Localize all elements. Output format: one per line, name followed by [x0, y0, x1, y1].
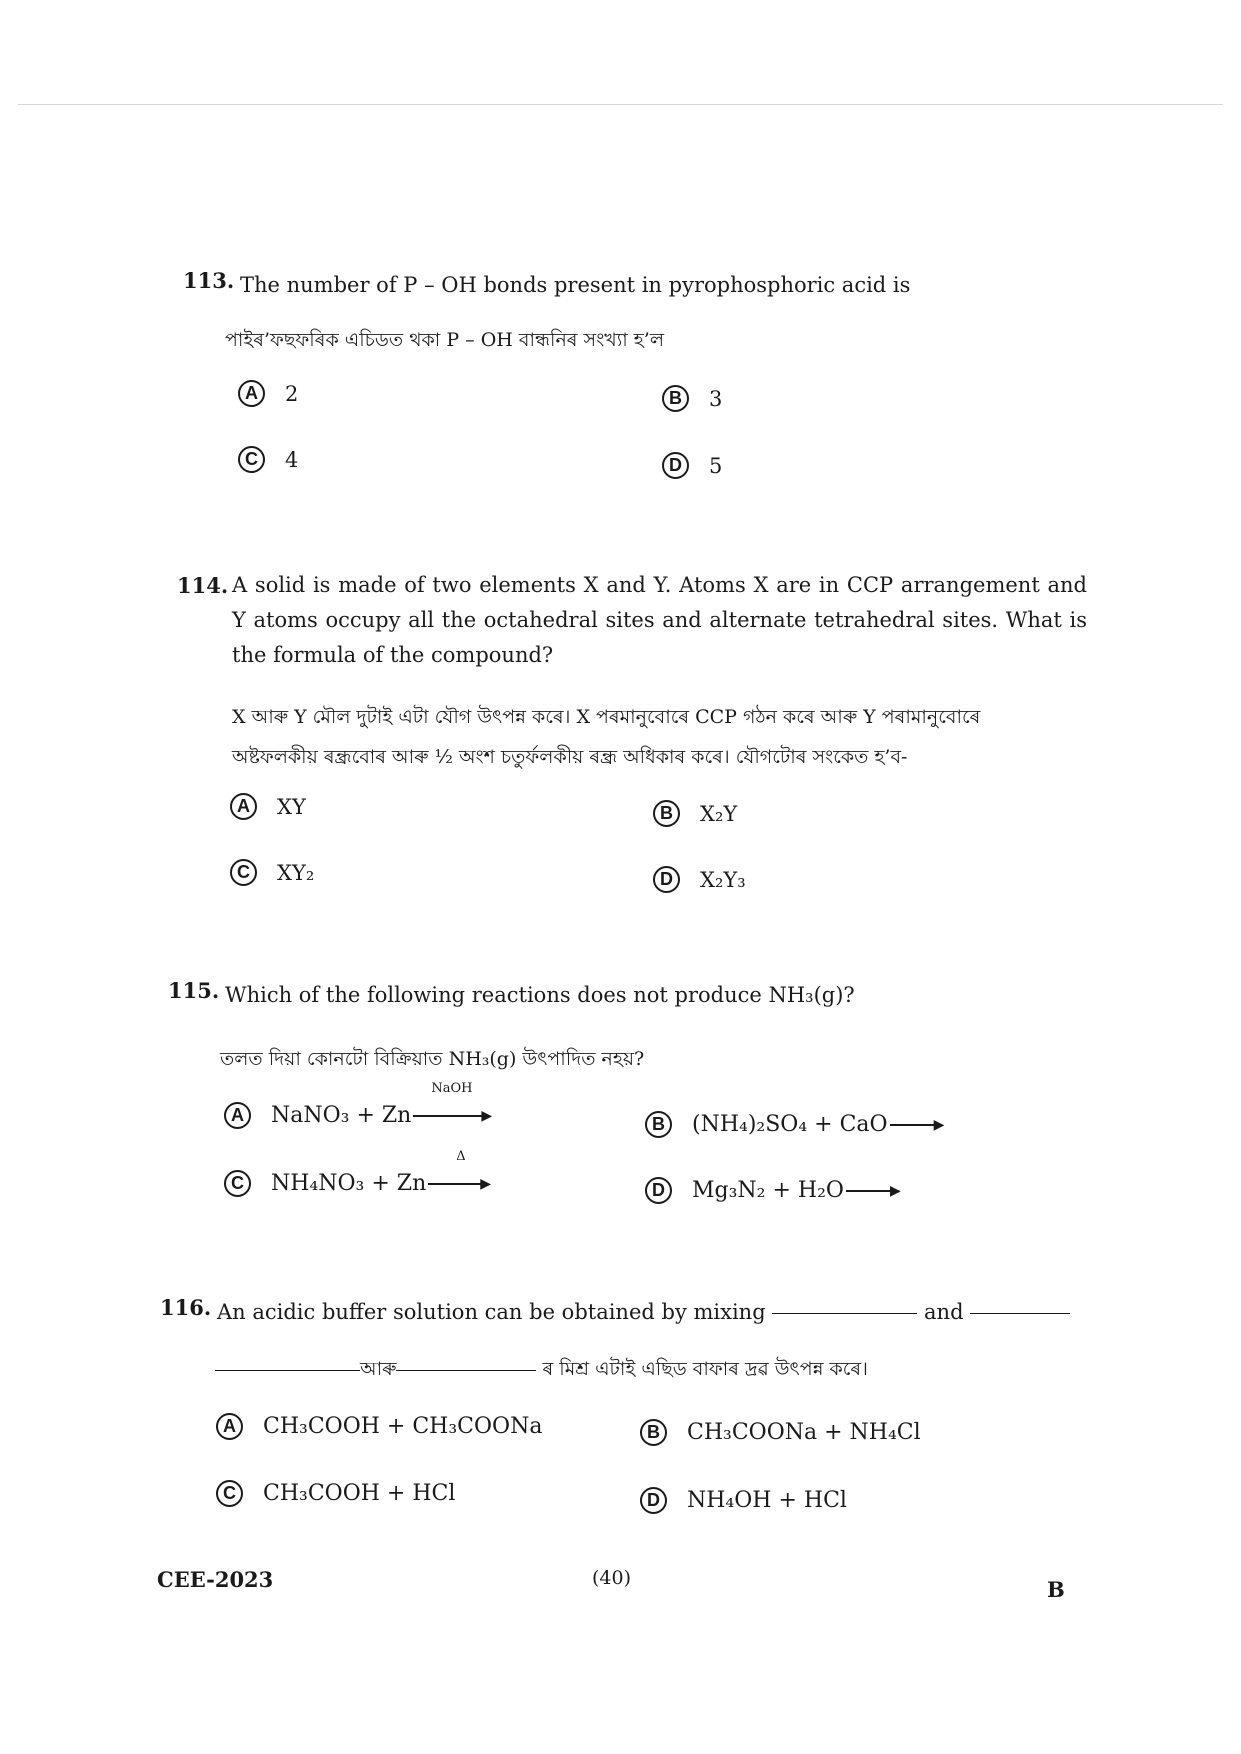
option-d-value: X₂Y₃ — [700, 867, 746, 892]
option-b-bubble[interactable]: B — [653, 800, 680, 827]
option-a-value: XY — [277, 794, 306, 819]
top-divider — [18, 104, 1223, 105]
option-d[interactable] — [662, 452, 722, 479]
option-d-bubble[interactable]: D — [645, 1177, 672, 1204]
question-number: 114. — [177, 573, 229, 598]
answer-blank-2 — [970, 1313, 1070, 1314]
question-set: B — [1047, 1577, 1065, 1602]
question-number: 113. — [183, 268, 235, 293]
option-b-bubble[interactable]: B — [662, 385, 689, 412]
option-b[interactable] — [662, 385, 722, 412]
option-c-value: NH₄NO₃ + Zn — [271, 1171, 427, 1196]
question-number: 115. — [168, 978, 220, 1003]
arrow-head-icon: ▶ — [480, 1176, 492, 1192]
option-c-bubble[interactable]: C — [224, 1170, 251, 1197]
option-a[interactable] — [216, 1413, 542, 1440]
reaction-arrow — [846, 1178, 901, 1203]
option-c[interactable] — [216, 1480, 455, 1507]
option-b[interactable] — [640, 1419, 921, 1446]
option-a-bubble[interactable]: A — [230, 793, 257, 820]
option-d[interactable] — [653, 866, 746, 893]
option-b-value: X₂Y — [700, 801, 738, 826]
assamese-part2: ৰ মিশ্ৰ এটাই এছিড বাফাৰ দ্ৰৱ উৎপন্ন কৰে। — [542, 1358, 868, 1380]
option-d-value: Mg₃N₂ + H₂O — [692, 1178, 844, 1203]
option-a[interactable] — [238, 380, 298, 407]
option-c-bubble[interactable]: C — [216, 1480, 243, 1507]
arrow-head-icon: ▶ — [933, 1117, 945, 1133]
option-a[interactable] — [230, 793, 306, 820]
option-a-value: 2 — [285, 381, 299, 406]
arrow-head-icon: ▶ — [889, 1183, 901, 1199]
option-d-bubble[interactable]: D — [640, 1487, 667, 1514]
option-d-bubble[interactable]: D — [653, 866, 680, 893]
option-b[interactable] — [653, 800, 737, 827]
arrow-condition: Δ — [456, 1149, 466, 1164]
option-b-bubble[interactable]: B — [645, 1111, 672, 1138]
option-b-bubble[interactable]: B — [640, 1419, 667, 1446]
option-c-bubble[interactable]: C — [230, 859, 257, 886]
arrow-condition: NaOH — [431, 1081, 473, 1096]
question-text-part2: and — [924, 1300, 964, 1324]
option-a[interactable] — [224, 1081, 494, 1129]
reaction-arrow — [428, 1149, 492, 1196]
option-d[interactable] — [645, 1177, 903, 1204]
option-d[interactable] — [640, 1487, 847, 1514]
answer-blank-1 — [215, 1370, 360, 1371]
option-b-value: CH₃COONa + NH₄Cl — [687, 1420, 921, 1445]
question-text-english: The number of P – OH bonds present in pyrophosphoric acid is — [240, 273, 911, 297]
option-b[interactable] — [645, 1111, 946, 1138]
option-c[interactable] — [238, 446, 298, 473]
option-d-value: 5 — [709, 453, 723, 478]
option-c[interactable] — [230, 859, 314, 886]
question-number: 116. — [160, 1295, 212, 1320]
option-b-value: (NH₄)₂SO₄ + CaO — [692, 1112, 888, 1137]
assamese-part1: আৰু — [360, 1358, 397, 1380]
option-c-bubble[interactable]: C — [238, 446, 265, 473]
question-text-assamese: পাইৰ’ফছফৰিক এচিডত থকা P – OH বান্ধনিৰ সংখ্যা হ’ল — [225, 329, 664, 351]
option-d-value: NH₄OH + HCl — [687, 1488, 847, 1513]
arrow-head-icon: ▶ — [481, 1108, 493, 1124]
option-a-bubble[interactable]: A — [216, 1413, 243, 1440]
question-text-assamese-line1: X আৰু Y মৌল দুটাই এটা যৌগ উৎপন্ন কৰে। X পৰমানুবোৰে CCP গঠন কৰে আৰু Y পৰামানুবোৰে — [232, 706, 981, 728]
option-b-value: 3 — [709, 386, 723, 411]
option-a-value: NaNO₃ + Zn — [271, 1103, 412, 1128]
option-a-bubble[interactable]: A — [238, 380, 265, 407]
question-text-english: Which of the following reactions does not produce NH₃(g)? — [225, 983, 855, 1007]
option-c[interactable] — [224, 1149, 493, 1197]
question-text-english: A solid is made of two elements X and Y. Atoms X are in CCP arrangement and Y atoms occupy all the octahedral sites and alternate tetrahedral sites. What is the formula of the compound? — [232, 573, 1087, 667]
option-c-value: XY₂ — [277, 860, 315, 885]
option-a-value: CH₃COOH + CH₃COONa — [263, 1414, 543, 1439]
option-c-value: 4 — [285, 447, 299, 472]
question-text-part1: An acidic buffer solution can be obtained by mixing — [217, 1300, 766, 1324]
exam-code: CEE-2023 — [157, 1567, 274, 1592]
reaction-arrow — [890, 1112, 945, 1137]
option-d-bubble[interactable]: D — [662, 452, 689, 479]
answer-blank-2 — [396, 1370, 536, 1371]
option-a-bubble[interactable]: A — [224, 1102, 251, 1129]
answer-blank-1 — [772, 1313, 917, 1314]
question-text-english — [217, 1295, 1070, 1330]
question-text-assamese — [215, 1352, 868, 1386]
reaction-arrow — [413, 1081, 493, 1128]
option-c-value: CH₃COOH + HCl — [263, 1481, 456, 1506]
question-text-assamese-line2: অষ্টফলকীয় ৰন্ধ্ৰবোৰ আৰু ½ অংশ চতুৰ্ফলকীয় ৰন্ধ্ৰ অধিকাৰ কৰে। যৌগটোৰ সংকেত হ’ব- — [232, 746, 908, 768]
page-number: (40) — [592, 1567, 632, 1589]
question-text-assamese: তলত দিয়া কোনটো বিক্ৰিয়াত NH₃(g) উৎপাদিত নহয়? — [220, 1048, 645, 1070]
